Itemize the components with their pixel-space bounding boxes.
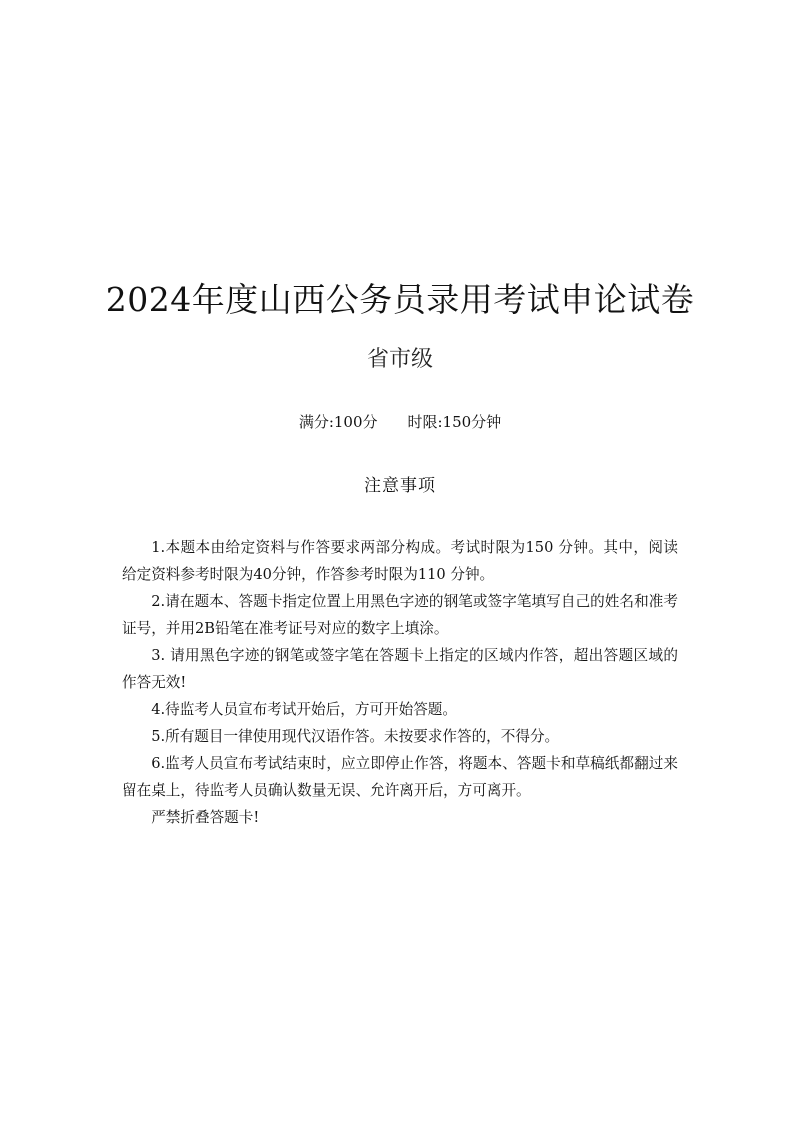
instruction-item: 4.待监考人员宣布考试开始后，方可开始答题。 xyxy=(151,701,457,718)
exam-meta xyxy=(0,410,800,434)
exam-level: 省市级 xyxy=(366,347,433,372)
instruction-item: 3. 请用黑色字迹的钢笔或签字笔在答题卡上指定的区域内作答，超出答题区域的作答无效! xyxy=(122,647,678,691)
instructions-list xyxy=(122,534,678,831)
instruction-item: 严禁折叠答题卡! xyxy=(151,809,260,826)
full-score: 满分:100分 xyxy=(298,413,378,431)
time-limit: 时限:150分钟 xyxy=(407,413,502,431)
exam-title: 2024年度山西公务员录用考试申论试卷 xyxy=(105,280,695,319)
instruction-item: 6.监考人员宣布考试结束时，应立即停止作答，将题本、答题卡和草稿纸都翻过来留在桌上，待监考人员确认数量无误、允许离开后，方可离开。 xyxy=(122,755,678,799)
instruction-item: 2.请在题本、答题卡指定位置上用黑色字迹的钢笔或签字笔填写自己的姓名和准考证号，并用2B铅笔在准考证号对应的数字上填涂。 xyxy=(122,593,678,637)
notice-heading: 注意事项 xyxy=(364,476,436,496)
instruction-item: 1.本题本由给定资料与作答要求两部分构成。考试时限为150 分钟。其中，阅读给定资料参考时限为40分钟，作答参考时限为110 分钟。 xyxy=(122,539,678,583)
instruction-item: 5.所有题目一律使用现代汉语作答。未按要求作答的，不得分。 xyxy=(151,728,560,745)
